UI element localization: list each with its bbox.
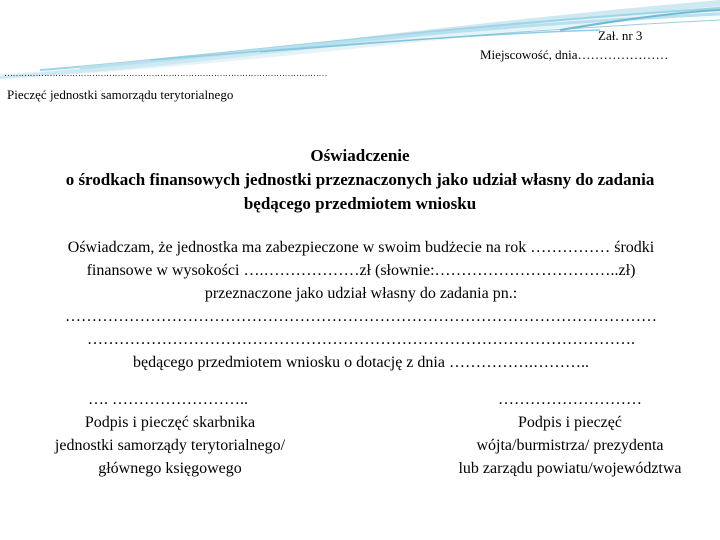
signature-treasurer — [20, 388, 320, 480]
declaration-body — [8, 236, 714, 374]
signature-line-2: wójta/burmistrza/ prezydenta — [476, 437, 664, 454]
signature-dots: ……………………… — [498, 391, 642, 408]
signature-line-3: głównego księgowego — [98, 460, 242, 477]
attachment-number: Zał. nr 3 — [598, 28, 643, 43]
signature-line-2: jednostki samorządy terytorialnego/ — [54, 437, 286, 454]
body-line-6: będącego przedmiotem wniosku o dotację z dnia …………….……….. — [133, 354, 589, 371]
signature-dots: …. …………………….. — [88, 391, 248, 408]
body-line-2: finansowe w wysokości ….………………zł (słownie:……………………………..zł) — [86, 262, 636, 279]
signature-line-1: Podpis i pieczęć — [518, 414, 622, 431]
signature-line-3: lub zarządu powiatu/województwa — [458, 460, 682, 477]
title-line-3: będącego przedmiotem wniosku — [243, 194, 477, 213]
body-line-4: ………………………………………………………………………………………………… — [65, 308, 657, 325]
stamp-label: Pieczęć jednostki samorządu terytorialnego — [7, 87, 234, 102]
title-line-1: Oświadczenie — [310, 146, 410, 165]
body-line-5: …………………………………………………………………………………………. — [87, 331, 635, 348]
body-line-1: Oświadczam, że jednostka ma zabezpieczone w swoim budżecie na rok …………… środki — [67, 239, 655, 256]
body-line-3: przeznaczone jako udział własny do zadania pn.: — [204, 285, 518, 302]
stamp-dotted-line: …………………………………………………………………………………………………… — [4, 68, 327, 78]
place-date-field: Miejscowość, dnia………………… — [480, 47, 669, 62]
document-title — [0, 144, 720, 216]
signature-head-of-office — [420, 388, 720, 480]
signature-line-1: Podpis i pieczęć skarbnika — [84, 414, 256, 431]
title-line-2: o środkach finansowych jednostki przeznaczonych jako udział własny do zadania — [65, 170, 655, 189]
